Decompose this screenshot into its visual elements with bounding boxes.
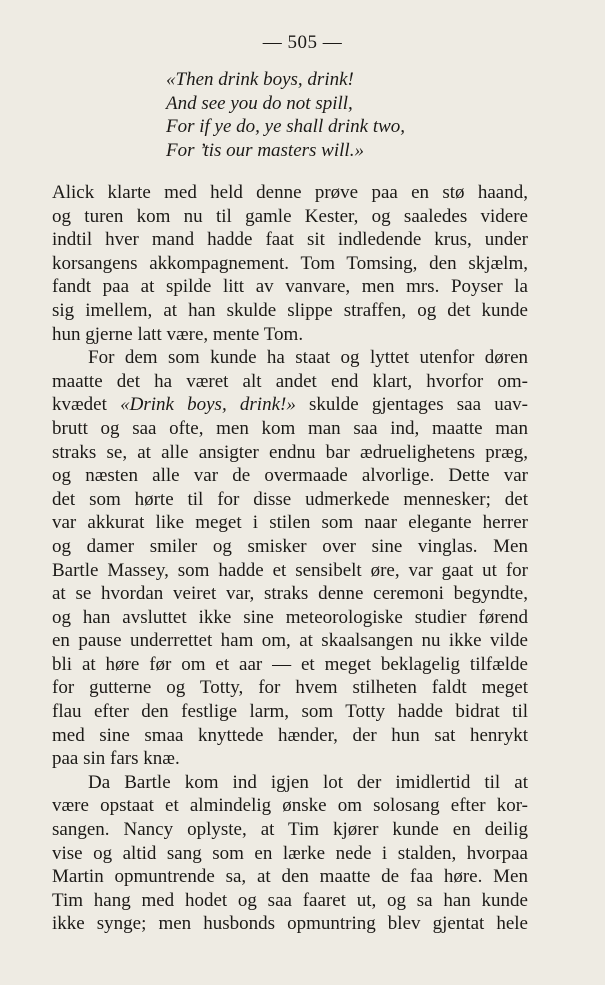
text-line: hun gjerne latt være, mente Tom. — [52, 323, 304, 345]
verse-line: And see you do not spill, — [166, 92, 353, 114]
text-line: flau efter den festlige larm, som Totty hadde bidrat til — [52, 701, 528, 723]
verse-line: For ’tis our masters will.» — [166, 139, 364, 161]
text-line: paa sin fars knæ. — [52, 748, 180, 770]
verse-line: «Then drink boys, drink! — [166, 69, 354, 90]
text-line: Bartle Massey, som hadde et sensibelt øre, var gaat ut for — [52, 559, 528, 581]
verse-line: For if ye do, ye shall drink two, — [166, 116, 406, 137]
song-verse — [166, 68, 405, 162]
text-line: sig imellem, at han skulde slippe straffen, og det kunde — [52, 299, 528, 321]
text-line: bli at høre før om et aar — et meget beklagelig tilfælde — [52, 653, 528, 675]
text-line: vise og altid sang som en lærke nede i stalden, hvorpaa — [52, 842, 528, 864]
text-line: og turen kom nu til gamle Kester, og saaledes videre — [52, 205, 528, 227]
text-fragment: skulde gjentages saa uav- — [309, 394, 528, 416]
text-line: brutt og saa ofte, men kom man saa ind, maatte man — [52, 417, 528, 439]
text-line-with-quote — [52, 393, 528, 417]
text-line: Tim hang med hodet og saa faaret ut, og sa han kunde — [52, 889, 528, 911]
text-line: og næsten alle var de overmaade alvorlige. Dette var — [52, 465, 528, 487]
quoted-refrain: «Drink boys, drink!» — [120, 394, 296, 416]
text-line: korsangens akkompagnement. Tom Tomsing, den skjælm, — [52, 252, 528, 274]
text-line: og han avsluttet ikke sine meteorologiske studier førend — [52, 606, 528, 628]
text-line: sangen. Nancy oplyste, at Tim kjører kunde en deilig — [52, 819, 528, 841]
text-line: med sine smaa knyttede hænder, der hun sat henrykt — [52, 724, 528, 746]
text-line: ikke synge; men husbonds opmuntring blev gjentat hele — [52, 913, 528, 935]
text-line: fandt paa at spilde litt av vanvare, men mrs. Poyser la — [52, 276, 528, 298]
text-fragment: kvædet — [52, 394, 107, 416]
page-number: — 505 — — [262, 32, 343, 53]
text-line: For dem som kunde ha staat og lyttet utenfor døren — [88, 347, 528, 369]
body-text — [52, 181, 528, 936]
text-line: Da Bartle kom ind igjen lot der imidlertid til at — [88, 771, 528, 793]
text-line: at se hvordan veiret var, straks denne ceremoni begyndte, — [52, 583, 528, 605]
text-line: og damer smiler og smisker over sine vinglas. Men — [52, 535, 528, 557]
text-line: Martin opmuntrende sa, at den maatte de faa høre. Men — [52, 866, 528, 888]
text-line: maatte det ha været alt andet end klart, hvorfor om- — [52, 370, 528, 392]
text-line: indtil hver mand hadde faat sit indledende krus, under — [52, 229, 528, 251]
text-line: være opstaat et almindelig ønske om solosang efter kor- — [52, 795, 528, 817]
text-line: det som hørte til for disse udmerkede mennesker; det — [52, 488, 528, 510]
text-line: for gutterne og Totty, for hvem stilheten faldt meget — [52, 677, 528, 699]
text-line: straks se, at alle ansigter endnu bar ædruelighetens præg, — [52, 441, 528, 463]
text-line: Alick klarte med held denne prøve paa en stø haand, — [52, 182, 528, 203]
text-line: en pause underrettet ham om, at skaalsangen nu ikke vilde — [52, 630, 528, 652]
text-line: var akkurat like meget i stilen som naar elegante herrer — [52, 512, 528, 534]
